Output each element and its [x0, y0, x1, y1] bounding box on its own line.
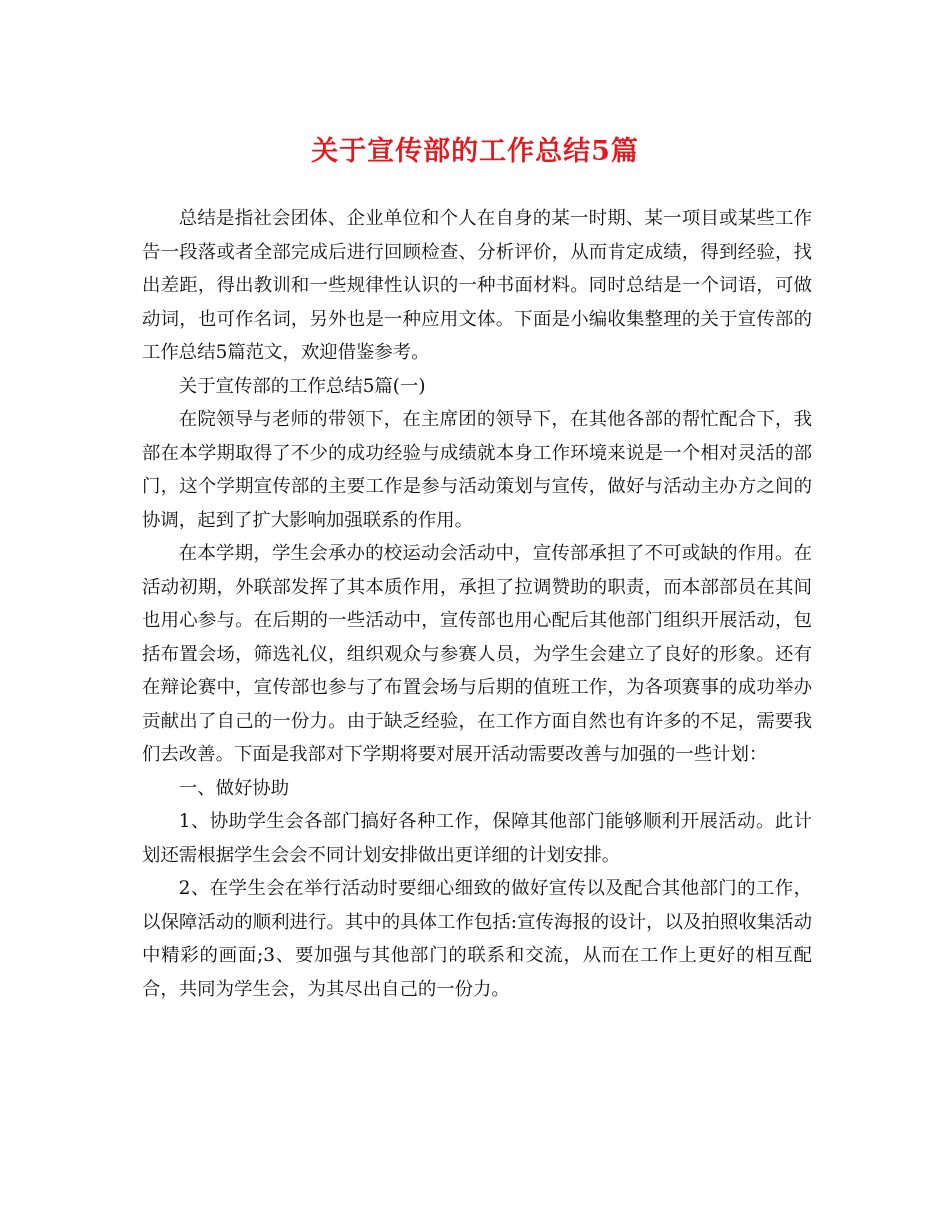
list-item-paragraph: 2、在学生会在举行活动时要细心细致的做好宣传以及配合其他部门的工作，以保障活动的顺利进行。其中的具体工作包括:宣传海报的设计，以及拍照收集活动中精彩的画面;3、要加强与其他部门的联系和交流，从而在工作上更好的相互配合，共同为学生会，为其尽出自己的一份力。 [142, 878, 812, 1000]
subsection-heading: 一、做好协助 [178, 777, 290, 799]
document-title: 关于宣传部的工作总结5篇 [311, 136, 639, 167]
list-item-paragraph: 1、协助学生会各部门搞好各种工作，保障其他部门能够顺利开展活动。此计划还需根据学生会会不同计划安排做出更详细的计划安排。 [142, 811, 812, 866]
section-heading: 关于宣传部的工作总结5篇(一) [178, 375, 426, 397]
intro-paragraph: 总结是指社会团体、企业单位和个人在自身的某一时期、某一项目或某些工作告一段落或者全部完成后进行回顾检查、分析评价，从而肯定成绩，得到经验，找出差距，得出教训和一些规律性认识的一种书面材料。同时总结是一个词语，可做动词，也可作名词，另外也是一种应用文体。下面是小编收集整理的关于宣传部的工作总结5篇范文，欢迎借鉴参考。 [142, 208, 812, 363]
document-body [142, 202, 812, 1006]
body-paragraph: 在本学期，学生会承办的校运动会活动中，宣传部承担了不可或缺的作用。在活动初期，外联部发挥了其本质作用，承担了拉调赞助的职责，而本部部员在其间也用心参与。在后期的一些活动中，宣传部也用心配后其他部门组织开展活动，包括布置会场，筛选礼仪，组织观众与参赛人员，为学生会建立了良好的形象。还有在辩论赛中，宣传部也参与了布置会场与后期的值班工作，为各项赛事的成功举办贡献出了自己的一份力。由于缺乏经验，在工作方面自然也有许多的不足，需要我们去改善。下面是我部对下学期将要对展开活动需要改善与加强的一些计划： [142, 543, 812, 765]
body-paragraph: 在院领导与老师的带领下，在主席团的领导下，在其他各部的帮忙配合下，我部在本学期取得了不少的成功经验与成绩就本身工作环境来说是一个相对灵活的部门，这个学期宣传部的主要工作是参与活动策划与宣传，做好与活动主办方之间的协调，起到了扩大影响加强联系的作用。 [142, 409, 812, 531]
